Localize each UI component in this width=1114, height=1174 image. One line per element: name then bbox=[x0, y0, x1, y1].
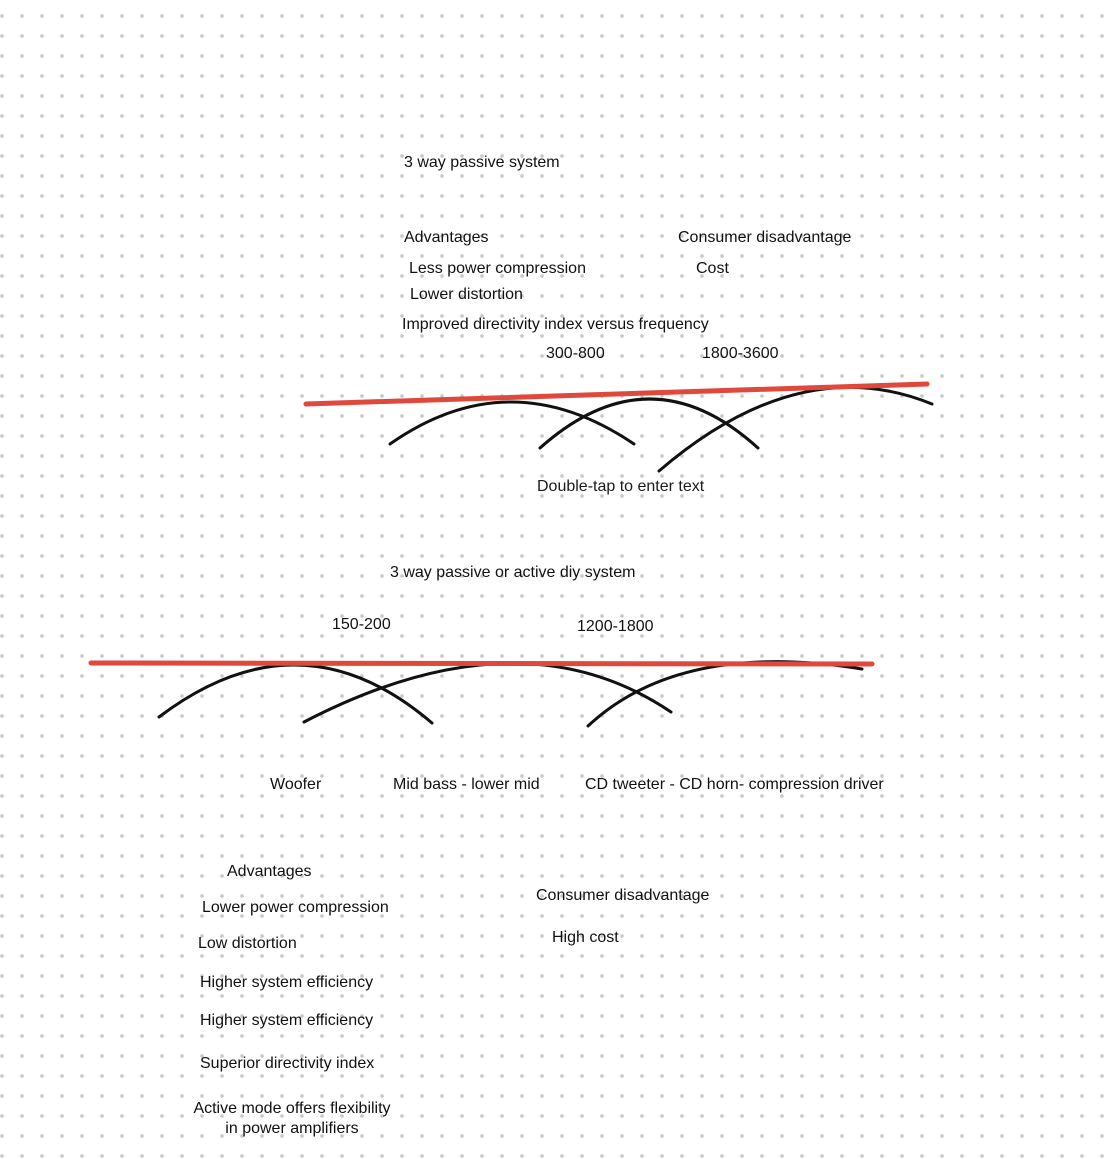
section1-disadvantage-heading[interactable]: Consumer disadvantage bbox=[678, 229, 852, 246]
section1-title[interactable]: 3 way passive system bbox=[404, 154, 560, 171]
section1-sketch bbox=[306, 384, 932, 471]
section2-advantage-item[interactable]: Superior directivity index bbox=[200, 1055, 375, 1072]
woofer-response-curve[interactable] bbox=[390, 402, 634, 444]
driver-label-tweeter[interactable]: CD tweeter - CD horn- compression driver bbox=[585, 776, 884, 793]
text-entry-placeholder[interactable]: Double-tap to enter text bbox=[537, 478, 705, 495]
section1-advantages-heading[interactable]: Advantages bbox=[404, 229, 489, 246]
section1-disadvantage-item[interactable]: Cost bbox=[696, 260, 729, 277]
section1-advantage-item[interactable]: Less power compression bbox=[409, 260, 586, 277]
mid-bass-response-curve[interactable] bbox=[304, 663, 671, 722]
section2-advantage-item[interactable]: Higher system efficiency bbox=[200, 974, 374, 991]
section2-advantage-item[interactable]: Lower power compression bbox=[202, 899, 389, 916]
woofer-response-curve[interactable] bbox=[159, 665, 432, 723]
section1-advantage-item[interactable]: Lower distortion bbox=[410, 286, 523, 303]
driver-label-mid-bass[interactable]: Mid bass - lower mid bbox=[393, 776, 540, 793]
crossover-label[interactable]: 1800-3600 bbox=[702, 345, 779, 362]
target-response-line[interactable] bbox=[306, 384, 927, 404]
crossover-label[interactable]: 150-200 bbox=[332, 616, 391, 633]
section2-sketch bbox=[91, 662, 872, 726]
tweeter-response-curve[interactable] bbox=[588, 662, 862, 726]
section2-disadvantage-item[interactable]: High cost bbox=[552, 929, 619, 946]
section2-active-note[interactable] bbox=[172, 1099, 412, 1139]
section2-advantages-heading[interactable]: Advantages bbox=[227, 863, 312, 880]
section1-advantage-item[interactable]: Improved directivity index versus frequency bbox=[402, 316, 709, 333]
active-note-line: Active mode offers flexibility bbox=[193, 1100, 391, 1117]
section2-advantage-item[interactable]: Low distortion bbox=[198, 935, 297, 952]
active-note-line: in power amplifiers bbox=[225, 1120, 359, 1137]
tweeter-response-curve[interactable] bbox=[659, 387, 932, 471]
section2-title[interactable]: 3 way passive or active diy system bbox=[390, 564, 636, 581]
driver-label-woofer[interactable]: Woofer bbox=[270, 776, 322, 793]
section2-disadvantage-heading[interactable]: Consumer disadvantage bbox=[536, 887, 710, 904]
crossover-label[interactable]: 300-800 bbox=[546, 345, 605, 362]
section2-advantage-item[interactable]: Higher system efficiency bbox=[200, 1012, 374, 1029]
crossover-label[interactable]: 1200-1800 bbox=[577, 618, 654, 635]
target-response-line[interactable] bbox=[91, 663, 872, 664]
